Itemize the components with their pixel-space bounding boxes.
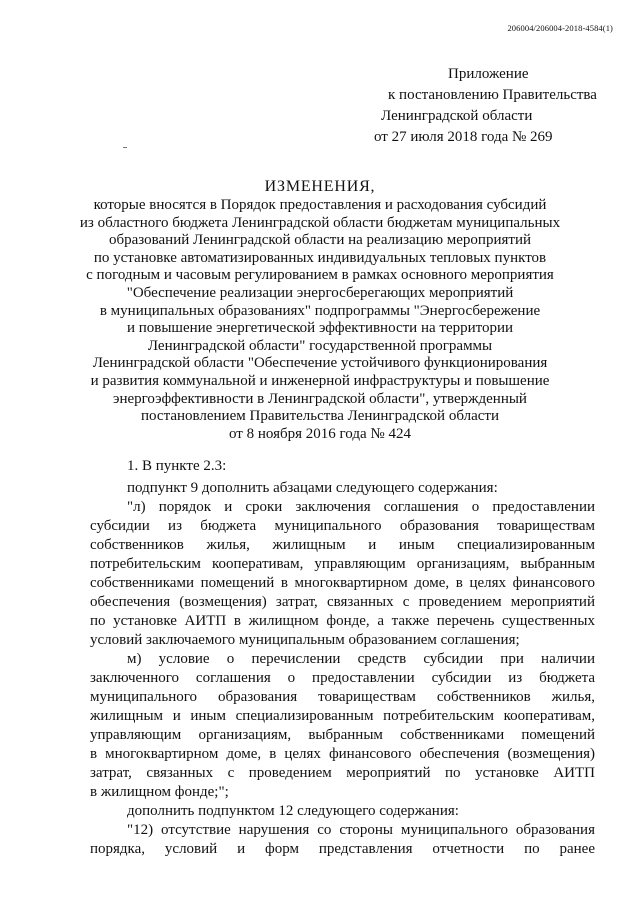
title-line: в муниципальных образованиях" подпрограммы "Энергосбережение: [99, 302, 541, 319]
appendix-line: Ленинградской области: [381, 108, 533, 124]
document-title: [0, 178, 640, 443]
body-line: заключенного соглашения о предоставлении субсидии из бюджета: [90, 670, 595, 686]
title-line: Ленинградской области" государственной программы: [147, 337, 493, 354]
body-line: собственниками помещений в многоквартирном доме, в целях финансового: [90, 575, 595, 591]
body-line: собственников жилья, жилищным и иным специализированным: [90, 537, 595, 553]
body-line: м) условие о перечислении средств субсидии при наличии: [127, 651, 595, 667]
body-line: потребительским кооперативам, управляющим организациям, выбранным: [90, 556, 595, 572]
document-body: [90, 457, 595, 859]
body-line: условий заключаемого муниципальным образованием соглашения;: [90, 632, 520, 648]
title-line: из областного бюджета Ленинградской области бюджетам муниципальных: [79, 214, 561, 231]
title-line: по установке автоматизированных индивидуальных тепловых пунктов: [93, 249, 547, 266]
body-line: затрат, связанных с проведением мероприятий по установке АИТП: [90, 765, 595, 781]
body-line: дополнить подпунктом 12 следующего содержания:: [127, 803, 459, 819]
title-line: и развития коммунальной и инженерной инфраструктуры и повышение: [90, 372, 550, 389]
title-line: с погодным и часовым регулированием в рамках основного мероприятия: [86, 267, 554, 284]
body-line: порядка, условий и форм представления отчетности по ранее: [90, 841, 595, 857]
appendix-block: [374, 64, 597, 148]
body-line: по установке АИТП в жилищном фонде, а также перечень существенных: [90, 613, 595, 629]
title-line: образований Ленинградской области на реализацию мероприятий: [109, 232, 531, 249]
title-line: постановлением Правительства Ленинградской области: [141, 408, 499, 425]
body-line: муниципального образования товариществам собственников жилья,: [90, 689, 595, 705]
body-line: 1. В пункте 2.3:: [127, 458, 227, 474]
appendix-line: Приложение: [448, 66, 529, 82]
body-line: жилищным и иным специализированным потребительским кооперативам,: [90, 708, 595, 724]
appendix-line: к постановлению Правительства: [388, 87, 597, 103]
document-code: 206004/206004-2018-4584(1): [507, 23, 613, 33]
appendix-line: от 27 июля 2018 года № 269: [374, 129, 553, 145]
title-line: от 8 ноября 2016 года № 424: [229, 425, 411, 442]
body-line: подпункт 9 дополнить абзацами следующего содержания:: [127, 480, 498, 496]
body-line: управляющим организациям, выбранным собственниками помещений: [90, 727, 595, 743]
body-line: субсидии из бюджета муниципального образования товариществам: [90, 518, 595, 534]
title-line: Ленинградской области "Обеспечение устойчивого функционирования: [92, 355, 548, 372]
body-line: "12) отсутствие нарушения со стороны муниципального образования: [127, 822, 595, 838]
body-line: в многоквартирном доме, в целях финансового обеспечения (возмещения): [90, 746, 595, 762]
title-line: которые вносятся в Порядок предоставления и расходования субсидий: [93, 197, 547, 213]
title-lines: [0, 197, 640, 443]
body-line: в жилищном фонде;";: [90, 784, 229, 800]
body-line: "л) порядок и сроки заключения соглашения о предоставлении: [127, 499, 595, 515]
title-heading: ИЗМЕНЕНИЯ,: [264, 178, 376, 195]
title-line: энергоэффективности в Ленинградской области", утвержденный: [113, 390, 527, 407]
body-line: обеспечения (возмещения) затрат, связанных с проведением мероприятий: [90, 594, 595, 610]
title-line: и повышение энергетической эффективности на территории: [126, 320, 514, 337]
title-line: "Обеспечение реализации энергосберегающих мероприятий: [126, 284, 514, 301]
margin-mark: [123, 147, 127, 148]
